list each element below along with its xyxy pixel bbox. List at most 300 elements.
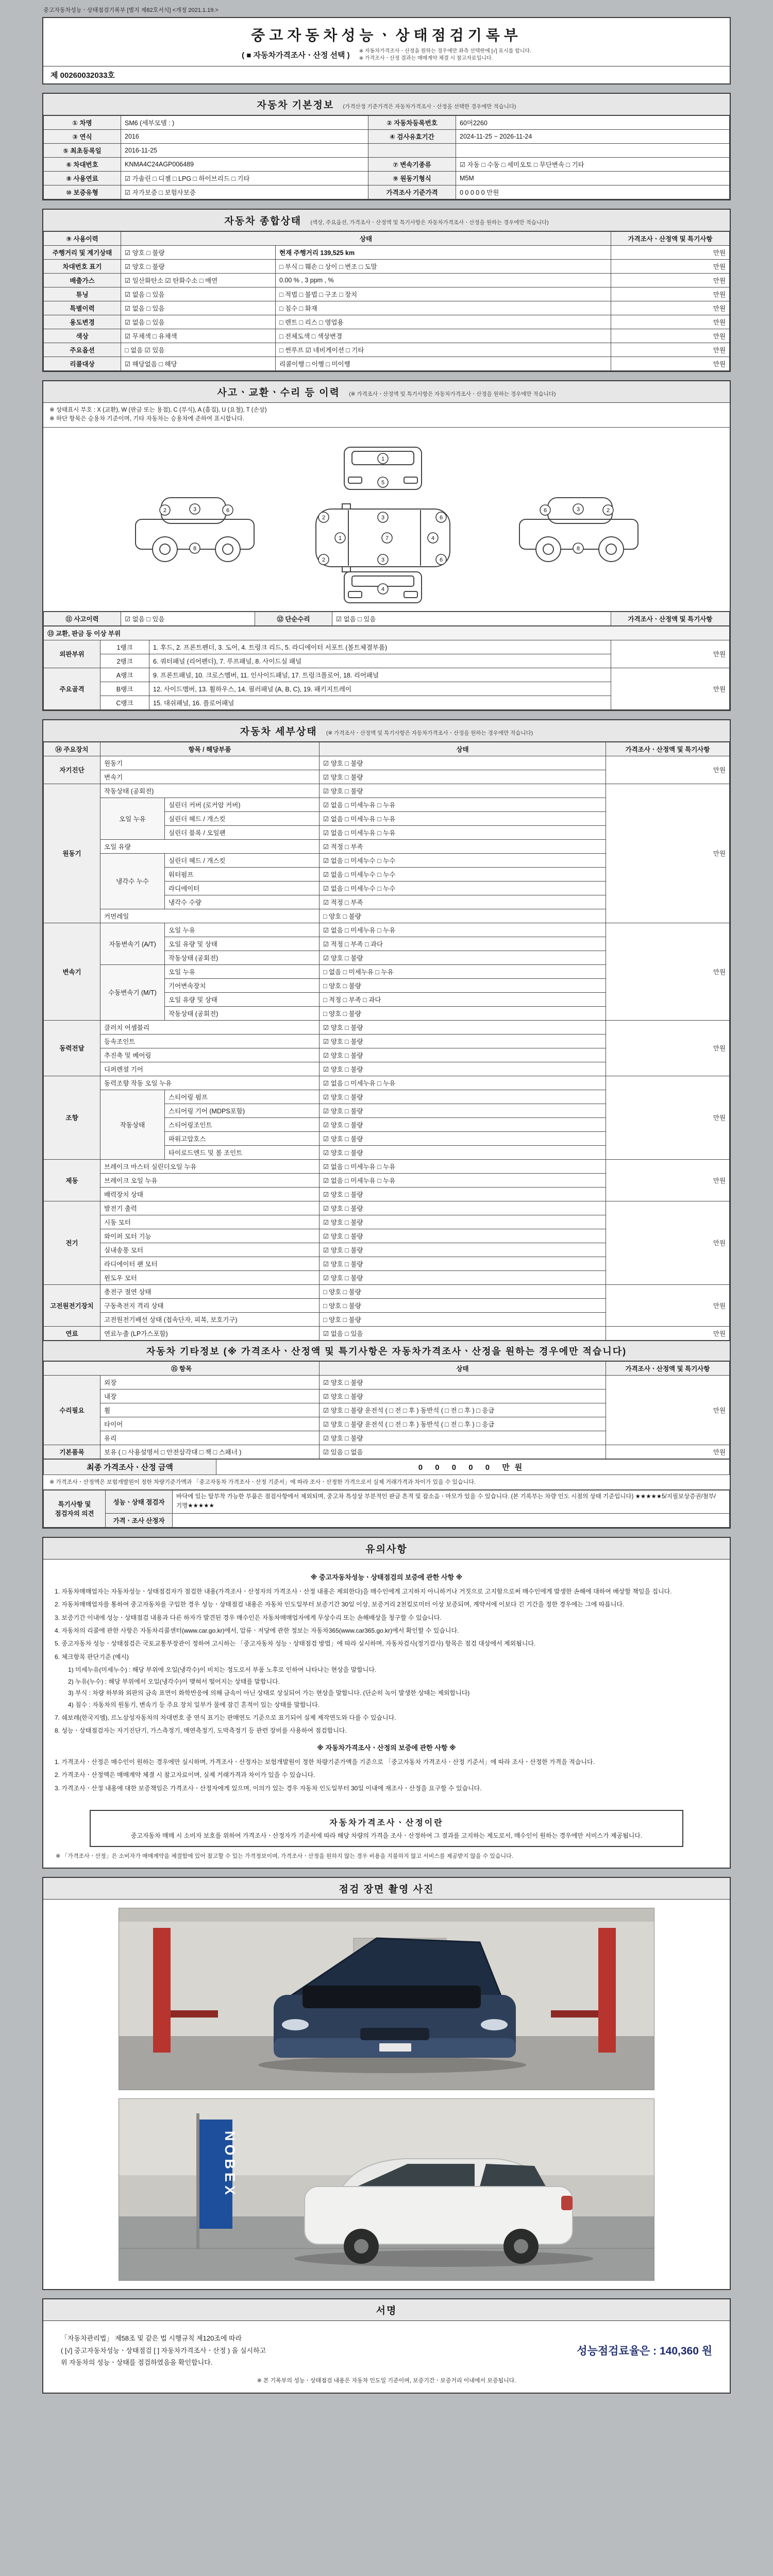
section-title: 자동차 세부상태 — [240, 726, 317, 737]
cell-state[interactable]: ☑ 양호 □ 불량 — [320, 1034, 606, 1048]
cell-part: 작동상태 (공회전) — [165, 951, 320, 964]
subtitle-note-1: ※ 자동차가격조사ㆍ산정을 원하는 경우에만 좌측 선택란에 [√] 표시를 합니다. — [359, 48, 531, 54]
field-value[interactable]: M5M — [456, 172, 730, 185]
cell-part: 냉각수 수량 — [165, 895, 320, 909]
table-row — [44, 144, 730, 158]
cell-state[interactable]: ☑ 없음 □ 미세누유 □ 누유 — [320, 1173, 606, 1187]
field-label — [368, 144, 456, 158]
field-value[interactable]: KNMA4C24AGP006489 — [121, 158, 368, 172]
field-label: ⑥ 차대번호 — [44, 158, 121, 172]
cell-state[interactable]: ☑ 없음 □ 미세누유 □ 누유 — [320, 1159, 606, 1173]
cell-state[interactable]: □ 양호 □ 불량 — [320, 1284, 606, 1298]
cell-state[interactable]: ☑ 양호 □ 불량 — [320, 1270, 606, 1284]
field-value[interactable]: 2016-11-25 — [121, 144, 368, 158]
accident-history-label: ⑪ 사고이력 — [44, 612, 121, 625]
cell-part: 배력장치 상태 — [100, 1187, 320, 1201]
table-header-row — [44, 742, 730, 756]
svg-text:7: 7 — [385, 535, 389, 541]
cell-part: 기어변속장치 — [165, 978, 320, 992]
cell-part: 등속조인트 — [100, 1034, 320, 1048]
table-row — [44, 1020, 730, 1034]
svg-text:6: 6 — [439, 514, 443, 521]
cell-extra[interactable]: □ 렌트 □ 리스 □ 영업용 — [276, 315, 611, 329]
final-price-label: 최종 가격조사ㆍ산정 금액 — [44, 1459, 216, 1475]
table-row — [44, 1445, 730, 1459]
basic-info-section — [42, 93, 731, 200]
cell-state[interactable]: ☑ 양호 □ 불량 — [320, 1257, 606, 1270]
cell-extra[interactable]: □ 부식 □ 훼손 □ 상이 □ 변조 □ 도말 — [276, 260, 611, 274]
section-title-note: (가격산정 기준가격은 자동차가격조사ㆍ산정을 선택한 경우에만 적습니다) — [343, 104, 516, 110]
field-value[interactable] — [456, 144, 730, 158]
cell-state[interactable]: ☑ 없음 □ 있음 — [121, 287, 276, 301]
field-label: ⑨ 원동기형식 — [368, 172, 456, 185]
price-survey-select-checkbox[interactable]: ( ■ 자동차가격조사ㆍ산정 선택 ) — [242, 51, 350, 60]
cell-part: 오일 유량 및 상태 — [165, 992, 320, 1006]
cell-part: 오일 누유 — [165, 923, 320, 937]
etc-info-title — [43, 1341, 730, 1361]
cell-part: 파워고압호스 — [165, 1131, 320, 1145]
legend-line-2: ※ 하단 항목은 승용차 기준이며, 기타 자동차는 승용차에 준하여 표시합니다. — [49, 416, 245, 422]
table-row — [44, 1284, 730, 1298]
remarks-table — [43, 1490, 730, 1528]
overall-condition-body — [44, 246, 730, 371]
cell-state[interactable]: ☑ 양호 □ 불량 — [320, 1048, 606, 1062]
definition-footnote: ※ 「가격조사ㆍ산정」은 소비자가 매매계약을 체결함에 있어 참고할 수 있는 가격정보이며, 가격조사ㆍ산정을 원하지 않는 경우 비용을 지불하지 않고 서비스를 제공받지 않을 수 있습니다. — [56, 1853, 513, 1859]
cell-state[interactable]: ☑ 없음 □ 미세누수 □ 누수 — [320, 867, 606, 881]
cell-price: 만원 — [606, 1201, 730, 1284]
field-label: ⑤ 최초등록일 — [44, 144, 121, 158]
cell-price: 만원 — [611, 315, 730, 329]
svg-text:6: 6 — [226, 507, 229, 514]
cell-state[interactable]: ☑ 없음 □ 미세누유 □ 누유 — [320, 798, 606, 811]
cell-item: 특별이력 — [44, 301, 121, 315]
field-value[interactable]: ☑ 가솔린 □ 디젤 □ LPG □ 하이브리드 □ 기타 — [121, 172, 368, 185]
cell-part: 라디에이터 — [165, 881, 320, 895]
cell-state[interactable]: ☑ 양호 □ 불량 — [320, 1215, 606, 1229]
cell-part: 디퍼렌셜 기어 — [100, 1062, 320, 1076]
cell-item: 색상 — [44, 329, 121, 343]
cell-state[interactable]: ☑ 적정 □ 부족 □ 과다 — [320, 937, 606, 951]
cell-state[interactable]: ☑ 양호 □ 불량 — [320, 1104, 606, 1117]
title-card — [42, 17, 731, 84]
table-row — [44, 1326, 730, 1340]
cell-state[interactable]: □ 없음 ☑ 있음 — [121, 343, 276, 357]
photo-section-title: 점검 장면 촬영 사진 — [43, 1878, 730, 1900]
cell-price: 만원 — [606, 923, 730, 1020]
cell-price: 만원 — [611, 246, 730, 260]
table-row — [44, 784, 730, 798]
column-header-state: 상태 — [320, 742, 606, 756]
cell-state[interactable]: □ 양호 □ 불량 — [320, 1298, 606, 1312]
signature-line-1: 「자동차관리법」 제58조 및 같은 법 시행규칙 제120조에 따라 — [61, 2334, 242, 2343]
cell-part: 고전원전기배선 상태 (접속단자, 피복, 보호기구) — [100, 1312, 320, 1326]
etc-info-table — [43, 1361, 730, 1459]
field-label: ② 자동차등록번호 — [368, 116, 456, 130]
document-number-row — [43, 66, 730, 83]
svg-text:3: 3 — [193, 506, 196, 513]
definition-title: 자동차가격조사ㆍ산정이란 — [329, 1819, 444, 1828]
field-value[interactable]: 2016 — [121, 130, 368, 144]
table-row — [44, 1490, 730, 1514]
table-row — [44, 1459, 730, 1475]
cell-sub: 수동변속기 (M/T) — [100, 964, 165, 1020]
remark-author-label: 성능ㆍ상태 점검자 — [106, 1490, 173, 1514]
rank-items: 6. 쿼터패널 (리어펜더), 7. 루프패널, 8. 사이드실 패널 — [149, 654, 611, 668]
cell-state[interactable]: ☑ 해당없음 □ 해당 — [121, 357, 276, 371]
rear-view-photo-illustration — [119, 2099, 654, 2280]
cell-price: 만원 — [606, 1326, 730, 1340]
section-title-note: (색상, 주요옵션, 가격조사ㆍ산정액 및 특기사항은 자동차가격조사ㆍ산정을 원하는 경우에만 적습니다) — [310, 219, 549, 226]
definition-text: 중고자동차 매매 시 소비자 보호를 위하여 가격조사ㆍ산정자가 기준서에 따라 해당 차량의 가격을 조사ㆍ산정하여 그 결과를 고지하는 제도로서, 매수인이 원하는 경우에만 서비스가 제공됩니다. — [130, 1832, 643, 1840]
table-row — [44, 612, 730, 625]
table-row — [44, 158, 730, 172]
table-row — [44, 1201, 730, 1215]
table-row — [44, 1076, 730, 1090]
cell-state[interactable]: □ 양호 □ 불량 — [320, 978, 606, 992]
table-row — [44, 130, 730, 144]
table-row — [44, 116, 730, 130]
table-row — [44, 287, 730, 301]
cell-price: 만원 — [606, 1284, 730, 1326]
cell-part: 스티어링 펌프 — [165, 1090, 320, 1104]
price-column-header: 가격조사ㆍ산정액 및 특기사항 — [611, 612, 730, 625]
cell-part: 오일 누유 — [165, 964, 320, 978]
table-row — [44, 315, 730, 329]
overall-condition-title — [43, 210, 730, 231]
overall-condition-section — [42, 209, 731, 372]
cell-device: 변속기 — [44, 923, 100, 1020]
cell-state[interactable]: ☑ 적정 □ 부족 — [320, 839, 606, 853]
field-value[interactable]: SM6 (세부모델 : ) — [121, 116, 368, 130]
cell-extra[interactable]: □ 전체도색 □ 색상변경 — [276, 329, 611, 343]
detailed-condition-body — [44, 756, 730, 1340]
cell-part: 라디에이터 팬 모터 — [100, 1257, 320, 1270]
legend-line-1: ※ 상태표시 부호 : X (교환), W (판금 또는 용접), C (부식), A (흠집), U (요철), T (손상) — [49, 407, 267, 413]
notice-line: 1) 미세누유(미세누수) : 해당 부위에 오일(냉각수)이 비치는 정도로서 부품 노후로 인하여 나타나는 현상을 말합니다. — [68, 1666, 377, 1674]
column-header-usage: ⑨ 사용이력 — [44, 232, 121, 246]
photo-section — [42, 1877, 731, 2290]
section-title: 자동차 기타정보 — [146, 1346, 220, 1357]
title-area — [43, 18, 730, 66]
engine-bay-photo-illustration — [119, 1908, 654, 2090]
section-title: 자동차 종합상태 — [224, 216, 302, 227]
cell-state[interactable]: ☑ 양호 □ 불량 — [320, 1229, 606, 1243]
photo-engine-bay — [119, 1908, 654, 2090]
cell-part: 동력조향 작동 오일 누유 — [100, 1076, 320, 1090]
column-header-price: 가격조사ㆍ산정액 및 특기사항 — [606, 1361, 730, 1375]
panel-rank-table — [43, 626, 730, 710]
document-number: 제 00260032033호 — [51, 71, 115, 80]
column-header-state: 상태 — [121, 232, 611, 246]
rank-name: A랭크 — [100, 668, 149, 682]
cell-state[interactable]: ☑ 양호 □ 불량 — [320, 1243, 606, 1257]
table-row — [44, 756, 730, 770]
cell-price: 만원 — [611, 260, 730, 274]
remarks-title: 특기사항 및 점검자의 의견 — [44, 1490, 106, 1528]
cell-device: 동력전달 — [44, 1020, 100, 1076]
cell-part: 워터펌프 — [165, 867, 320, 881]
cell-state[interactable]: ☑ 양호 □ 불량 — [320, 1131, 606, 1145]
final-price-value: 0 0 0 0 0 만원 — [216, 1459, 730, 1475]
cell-price: 만원 — [606, 784, 730, 923]
cell-part: 실린더 헤드 / 개스킷 — [165, 853, 320, 867]
cell-part: 스티어링 기어 (MDPS포함) — [165, 1104, 320, 1117]
rank-name: 1랭크 — [100, 640, 149, 654]
svg-text:8: 8 — [193, 545, 196, 552]
basic-info-title — [43, 94, 730, 115]
cell-state[interactable]: ☑ 양호 □ 불량 — [320, 1431, 606, 1445]
cell-state[interactable]: ☑ 없음 □ 미세누유 □ 누유 — [320, 1076, 606, 1090]
cell-item: 배출가스 — [44, 274, 121, 287]
cell-extra[interactable]: 리콜이행 □ 이행 □ 미이행 — [276, 357, 611, 371]
table-row — [44, 1159, 730, 1173]
price-survey-definition-box — [90, 1810, 683, 1847]
cell-part: 연료누출 (LP가스포함) — [100, 1326, 320, 1340]
section-title-note: (※ 가격조사ㆍ산정액 및 특기사항은 자동차가격조사ㆍ산정을 원하는 경우에만 적습니다) — [349, 391, 556, 397]
cell-sub: 작동상태 — [100, 1090, 165, 1159]
cell-state[interactable]: ☑ 양호 □ 불량 — [320, 951, 606, 964]
cell-state[interactable]: ☑ 양호 □ 불량 — [320, 756, 606, 770]
notice-line: 3. 가격조사ㆍ산정 내용에 대한 보증책임은 가격조사ㆍ산정자에게 있으며, 이의가 있는 경우 자동차 인도일부터 30일 이내에 재조사ㆍ산정을 요구할 수 있습니다. — [55, 1784, 482, 1792]
cell-part: 오일 유량 — [100, 839, 320, 853]
table-row — [44, 626, 730, 640]
cell-state[interactable]: ☑ 양호 □ 불량 — [320, 1187, 606, 1201]
inspection-fee: 성능점검료율은 : 140,360 원 — [577, 2345, 712, 2358]
notice-line: 5. 중고자동차 성능ㆍ상태점검은 국토교통부장관이 정하여 고시하는 「중고자동차 성능ㆍ상태점검 방법」에 따라 실시하며, 자동차검사(정기검사) 항목은 점검 대상에서 제외됩니다. — [55, 1640, 536, 1648]
cell-state[interactable]: □ 없음 □ 미세누유 □ 누유 — [320, 964, 606, 978]
table-row — [44, 260, 730, 274]
field-label: ① 차명 — [44, 116, 121, 130]
cell-state[interactable]: □ 양호 □ 불량 — [320, 1312, 606, 1326]
notice-line: 1. 자동차매매업자는 자동차성능ㆍ상태점검자가 점검한 내용(가격조사ㆍ산정자의 가격조사ㆍ산정 내용은 제외한다)을 매수인에게 고지하지 아니하거나 거짓으로 고지함으로써 매수인에게 발생한 손해에 대하여 배상할 책임을 집니다. — [55, 1587, 672, 1595]
cell-part: 작동상태 (공회전) — [100, 784, 320, 798]
notice-line: 4. 자동차의 리콜에 관한 사항은 자동차리콜센터(www.car.go.kr)에서, 압류ㆍ저당에 관한 정보는 자동차365(www.car365.go.kr)에서 확인할 수 있습니다. — [55, 1626, 459, 1634]
notice-line: 2. 가격조사ㆍ산정액은 매매계약 체결 시 참고자료이며, 실제 거래가격과 차이가 있을 수 있습니다. — [55, 1771, 315, 1779]
parts-caption: ⑬ 교환, 판금 등 이상 부위 — [44, 626, 730, 640]
cell-price: 만원 — [606, 1076, 730, 1159]
remark-text — [173, 1513, 730, 1527]
cell-state[interactable]: ☑ 없음 □ 미세누유 □ 누유 — [320, 923, 606, 937]
cell-device: 기본품목 — [44, 1445, 100, 1459]
svg-text:3: 3 — [381, 514, 384, 521]
svg-text:2: 2 — [322, 556, 325, 563]
rank-name: B랭크 — [100, 682, 149, 696]
document-sheet — [42, 0, 731, 2394]
cell-part: 와이퍼 모터 기능 — [100, 1229, 320, 1243]
accident-history-value[interactable]: ☑ 없음 □ 있음 — [121, 612, 255, 625]
cell-state[interactable]: □ 양호 □ 불량 — [320, 909, 606, 923]
table-header-row — [44, 232, 730, 246]
rank-items: 1. 후드, 2. 프론트펜더, 3. 도어, 4. 트렁크 리드, 5. 라디에이터 서포트 (볼트체결부품) — [149, 640, 611, 654]
cell-state[interactable]: ☑ 있음 □ 없음 — [320, 1445, 606, 1459]
cell-part: 클러치 어셈블리 — [100, 1020, 320, 1034]
section-title: 자동차 기본정보 — [257, 100, 334, 111]
cell-part: 유리 — [100, 1431, 320, 1445]
cell-part: 브레이크 마스터 실린더오일 누유 — [100, 1159, 320, 1173]
field-value[interactable]: ☑ 자동 □ 수동 □ 세미오토 □ 무단변속 □ 기타 — [456, 158, 730, 172]
table-row — [44, 329, 730, 343]
table-row — [44, 301, 730, 315]
cell-extra[interactable]: □ 침수 □ 화재 — [276, 301, 611, 315]
field-label: ⑩ 보증유형 — [44, 185, 121, 199]
detailed-condition-section — [42, 719, 731, 1529]
cell-state[interactable]: ☑ 없음 □ 있음 — [320, 1326, 606, 1340]
svg-text:6: 6 — [543, 507, 547, 514]
cell-part: 변속기 — [100, 770, 320, 784]
car-diagram-area — [43, 428, 730, 612]
cell-state[interactable]: ☑ 양호 □ 불량 — [320, 1117, 606, 1131]
cell-item: 용도변경 — [44, 315, 121, 329]
cell-part: 커먼레일 — [100, 909, 320, 923]
notice-line: 1. 가격조사ㆍ산정은 매수인이 원하는 경우에만 실시하며, 가격조사ㆍ산정자는 보험개발원이 정한 차량기준가액을 기준으로 「중고자동차 가격조사ㆍ산정 기준서」에 따라 조사ㆍ산정한 가격을 적습니다. — [55, 1758, 595, 1766]
cell-state[interactable]: ☑ 무채색 □ 유채색 — [121, 329, 276, 343]
column-header-device: ⑭ 주요장치 — [44, 742, 100, 756]
cell-state[interactable]: ☑ 적정 □ 부족 — [320, 895, 606, 909]
cell-device: 고전원전기장치 — [44, 1284, 100, 1326]
field-value[interactable]: 60머2260 — [456, 116, 730, 130]
cell-part: 보유 ( □ 사용설명서 □ 안전삼각대 □ 잭 □ 스패너 ) — [100, 1445, 320, 1459]
cell-device: 전기 — [44, 1201, 100, 1284]
field-value[interactable]: ☑ 자가보증 □ 보험사보증 — [121, 185, 368, 199]
signature-statement — [61, 2332, 266, 2368]
cell-state[interactable]: ☑ 없음 □ 미세누유 □ 누유 — [320, 811, 606, 825]
cell-state[interactable]: □ 양호 □ 불량 — [320, 1006, 606, 1020]
cell-extra[interactable]: □ 썬루프 ☑ 네비게이션 □ 기타 — [276, 343, 611, 357]
cell-part: 충전구 절연 상태 — [100, 1284, 320, 1298]
basic-info-body — [44, 116, 730, 199]
notice-title: 유의사항 — [43, 1538, 730, 1560]
notice-line: ※ 중고자동차성능ㆍ상태점검의 보증에 관한 사항 ※ — [310, 1573, 463, 1581]
cell-state[interactable]: ☑ 없음 □ 있음 — [121, 301, 276, 315]
cell-part: 윈도우 모터 — [100, 1270, 320, 1284]
cell-state[interactable]: ☑ 양호 □ 불량 — [320, 1375, 606, 1389]
field-value[interactable]: 2024-11-25 ~ 2026-11-24 — [456, 130, 730, 144]
table-row — [44, 640, 730, 654]
cell-part: 내장 — [100, 1389, 320, 1403]
notice-line: 7. 쉐보레(한국지엠), 르노삼성자동차의 차대번호 중 연식 표기는 판매연도 기준으로 표기되어 실제 제작연도와 다를 수 있습니다. — [55, 1714, 396, 1722]
svg-text:2: 2 — [322, 514, 325, 521]
cell-extra[interactable]: 현재 주행거리 139,525 km — [276, 246, 611, 260]
cell-state[interactable]: ☑ 양호 □ 불량 — [320, 1020, 606, 1034]
cell-state[interactable]: ☑ 일산화탄소 ☑ 탄화수소 □ 매연 — [121, 274, 276, 287]
svg-text:4: 4 — [381, 586, 384, 592]
cell-state[interactable]: ☑ 양호 □ 불량 — [320, 1145, 606, 1159]
cell-state[interactable]: ☑ 없음 □ 있음 — [121, 315, 276, 329]
table-row — [44, 246, 730, 260]
table-row — [44, 923, 730, 937]
cell-state[interactable]: □ 적정 □ 부족 □ 과다 — [320, 992, 606, 1006]
cell-state[interactable]: ☑ 양호 □ 불량 운전석 ( □ 전 □ 후 ) 동반석 ( □ 전 □ 후 ) □ 응급 — [320, 1403, 606, 1417]
svg-text:8: 8 — [576, 545, 580, 552]
cell-state[interactable]: ☑ 양호 □ 불량 — [320, 770, 606, 784]
cell-extra[interactable]: □ 적법 □ 불법 □ 구조 □ 장치 — [276, 287, 611, 301]
signature-section — [42, 2298, 731, 2393]
cell-state[interactable]: ☑ 양호 □ 불량 — [320, 1062, 606, 1076]
table-row — [44, 668, 730, 682]
remark-text: 바닥에 있는 탈부착 가능한 부품은 점검사항에서 제외되며, 중고차 특성상 부분적인 판금 흔적 및 잡소음ㆍ마모가 있을 수 있습니다. (본 기록부는 차량 인도 시점의 상태 기준입니다) ★★★★★5/지필보상증권/첨부/기명★★★★★ — [173, 1490, 730, 1514]
cell-extra[interactable]: 0.00 % , 3 ppm , % — [276, 274, 611, 287]
cell-sub: 오일 누유 — [100, 798, 165, 839]
cell-part: 실내송풍 모터 — [100, 1243, 320, 1257]
cell-part: 타이어 — [100, 1417, 320, 1431]
overall-condition-table — [43, 231, 730, 371]
subtitle-note-2: ※ 가격조사ㆍ산정 결과는 매매계약 체결 시 참고자료입니다. — [359, 55, 493, 61]
cell-part: 실린더 헤드 / 개스킷 — [165, 811, 320, 825]
svg-text:4: 4 — [431, 535, 434, 541]
detailed-condition-title — [43, 720, 730, 742]
cell-item: 튜닝 — [44, 287, 121, 301]
table-header-row — [44, 1361, 730, 1375]
cell-price: 만원 — [611, 357, 730, 371]
cell-part: 원동기 — [100, 756, 320, 770]
detailed-condition-table — [43, 742, 730, 1341]
cell-device: 수리필요 — [44, 1375, 100, 1445]
cell-state[interactable]: ☑ 양호 □ 불량 — [320, 784, 606, 798]
cell-price: 만원 — [611, 301, 730, 315]
svg-text:6: 6 — [439, 556, 443, 563]
section-title-note: (※ 가격조사ㆍ산정액 및 특기사항은 자동차가격조사ㆍ산정을 원하는 경우에만 적습니다) — [326, 730, 533, 736]
cell-part: 시동 모터 — [100, 1215, 320, 1229]
cell-state[interactable]: ☑ 양호 □ 불량 운전석 ( □ 전 □ 후 ) 동반석 ( □ 전 □ 후 ) □ 응급 — [320, 1417, 606, 1431]
cell-state[interactable]: ☑ 양호 □ 불량 — [121, 246, 276, 260]
cell-item: 차대번호 표기 — [44, 260, 121, 274]
column-header-item: ⑮ 항목 — [44, 1361, 320, 1375]
cell-state[interactable]: ☑ 양호 □ 불량 — [320, 1201, 606, 1215]
notice-line: 4) 침수 : 자동차의 원동기, 변속기 등 주요 장치 일부가 물에 잠긴 흔적이 있는 상태를 말합니다. — [68, 1701, 320, 1708]
cell-item: 주행거리 및 계기상태 — [44, 246, 121, 260]
cell-state[interactable]: ☑ 양호 □ 불량 — [320, 1090, 606, 1104]
notice-line: 2. 자동차매매업자를 통하여 중고자동차를 구입한 경우 성능ㆍ상태점검 내용은 자동차 인도일부터 보증기간 30일 이상, 보증거리 2천킬로미터 이상 보증되며, 계약서에 이보다 긴 기간을 정한 경우에는 그에 따릅니다. — [55, 1601, 625, 1608]
cell-price: 만원 — [611, 343, 730, 357]
cell-sub: 냉각수 누수 — [100, 853, 165, 909]
cell-state[interactable]: ☑ 양호 □ 불량 — [121, 260, 276, 274]
cell-state[interactable]: ☑ 없음 □ 미세누수 □ 누수 — [320, 853, 606, 867]
notice-body — [43, 1560, 730, 1803]
photo-rear-view — [119, 2098, 654, 2281]
cell-price: 만원 — [606, 756, 730, 784]
cell-part: 휠 — [100, 1403, 320, 1417]
form-reference-note: 중고자동차성능ㆍ상태점검기록부 [별지 제82호서식] <개정 2021.1.19.> — [43, 7, 219, 13]
field-label: ④ 검사유효기간 — [368, 130, 456, 144]
cell-item: 주요옵션 — [44, 343, 121, 357]
cell-price: 만원 — [606, 1159, 730, 1201]
column-header-state: 상태 — [320, 1361, 606, 1375]
cell-state[interactable]: ☑ 없음 □ 미세누유 □ 누유 — [320, 825, 606, 839]
signature-body — [43, 2321, 730, 2374]
field-value[interactable]: 0 0 0 0 0 만원 — [456, 185, 730, 199]
cell-state[interactable]: ☑ 양호 □ 불량 — [320, 1389, 606, 1403]
table-row — [44, 343, 730, 357]
field-label: 가격조사 기준가격 — [368, 185, 456, 199]
table-row — [44, 1513, 730, 1527]
cell-part: 구동축전지 격리 상태 — [100, 1298, 320, 1312]
rank-name: 2랭크 — [100, 654, 149, 668]
svg-text:5: 5 — [381, 479, 384, 486]
cell-price: 만원 — [606, 1375, 730, 1445]
diagram-badges — [160, 453, 613, 594]
accident-summary-table — [43, 612, 730, 626]
svg-text:1: 1 — [381, 455, 384, 462]
cell-state[interactable]: ☑ 없음 □ 미세누수 □ 누수 — [320, 881, 606, 895]
column-header-item: 항목 / 해당부품 — [100, 742, 320, 756]
cell-item: 리콜대상 — [44, 357, 121, 371]
simple-repair-value[interactable]: ☑ 없음 □ 있음 — [332, 612, 611, 625]
cell-device: 자기진단 — [44, 756, 100, 784]
accident-history-section — [42, 380, 731, 711]
rank-items: 12. 사이드멤버, 13. 휠하우스, 14. 필러패널 (A, B, C), 19. 패키지트레이 — [149, 682, 611, 696]
svg-text:2: 2 — [606, 507, 610, 514]
cell-part: 외장 — [100, 1375, 320, 1389]
